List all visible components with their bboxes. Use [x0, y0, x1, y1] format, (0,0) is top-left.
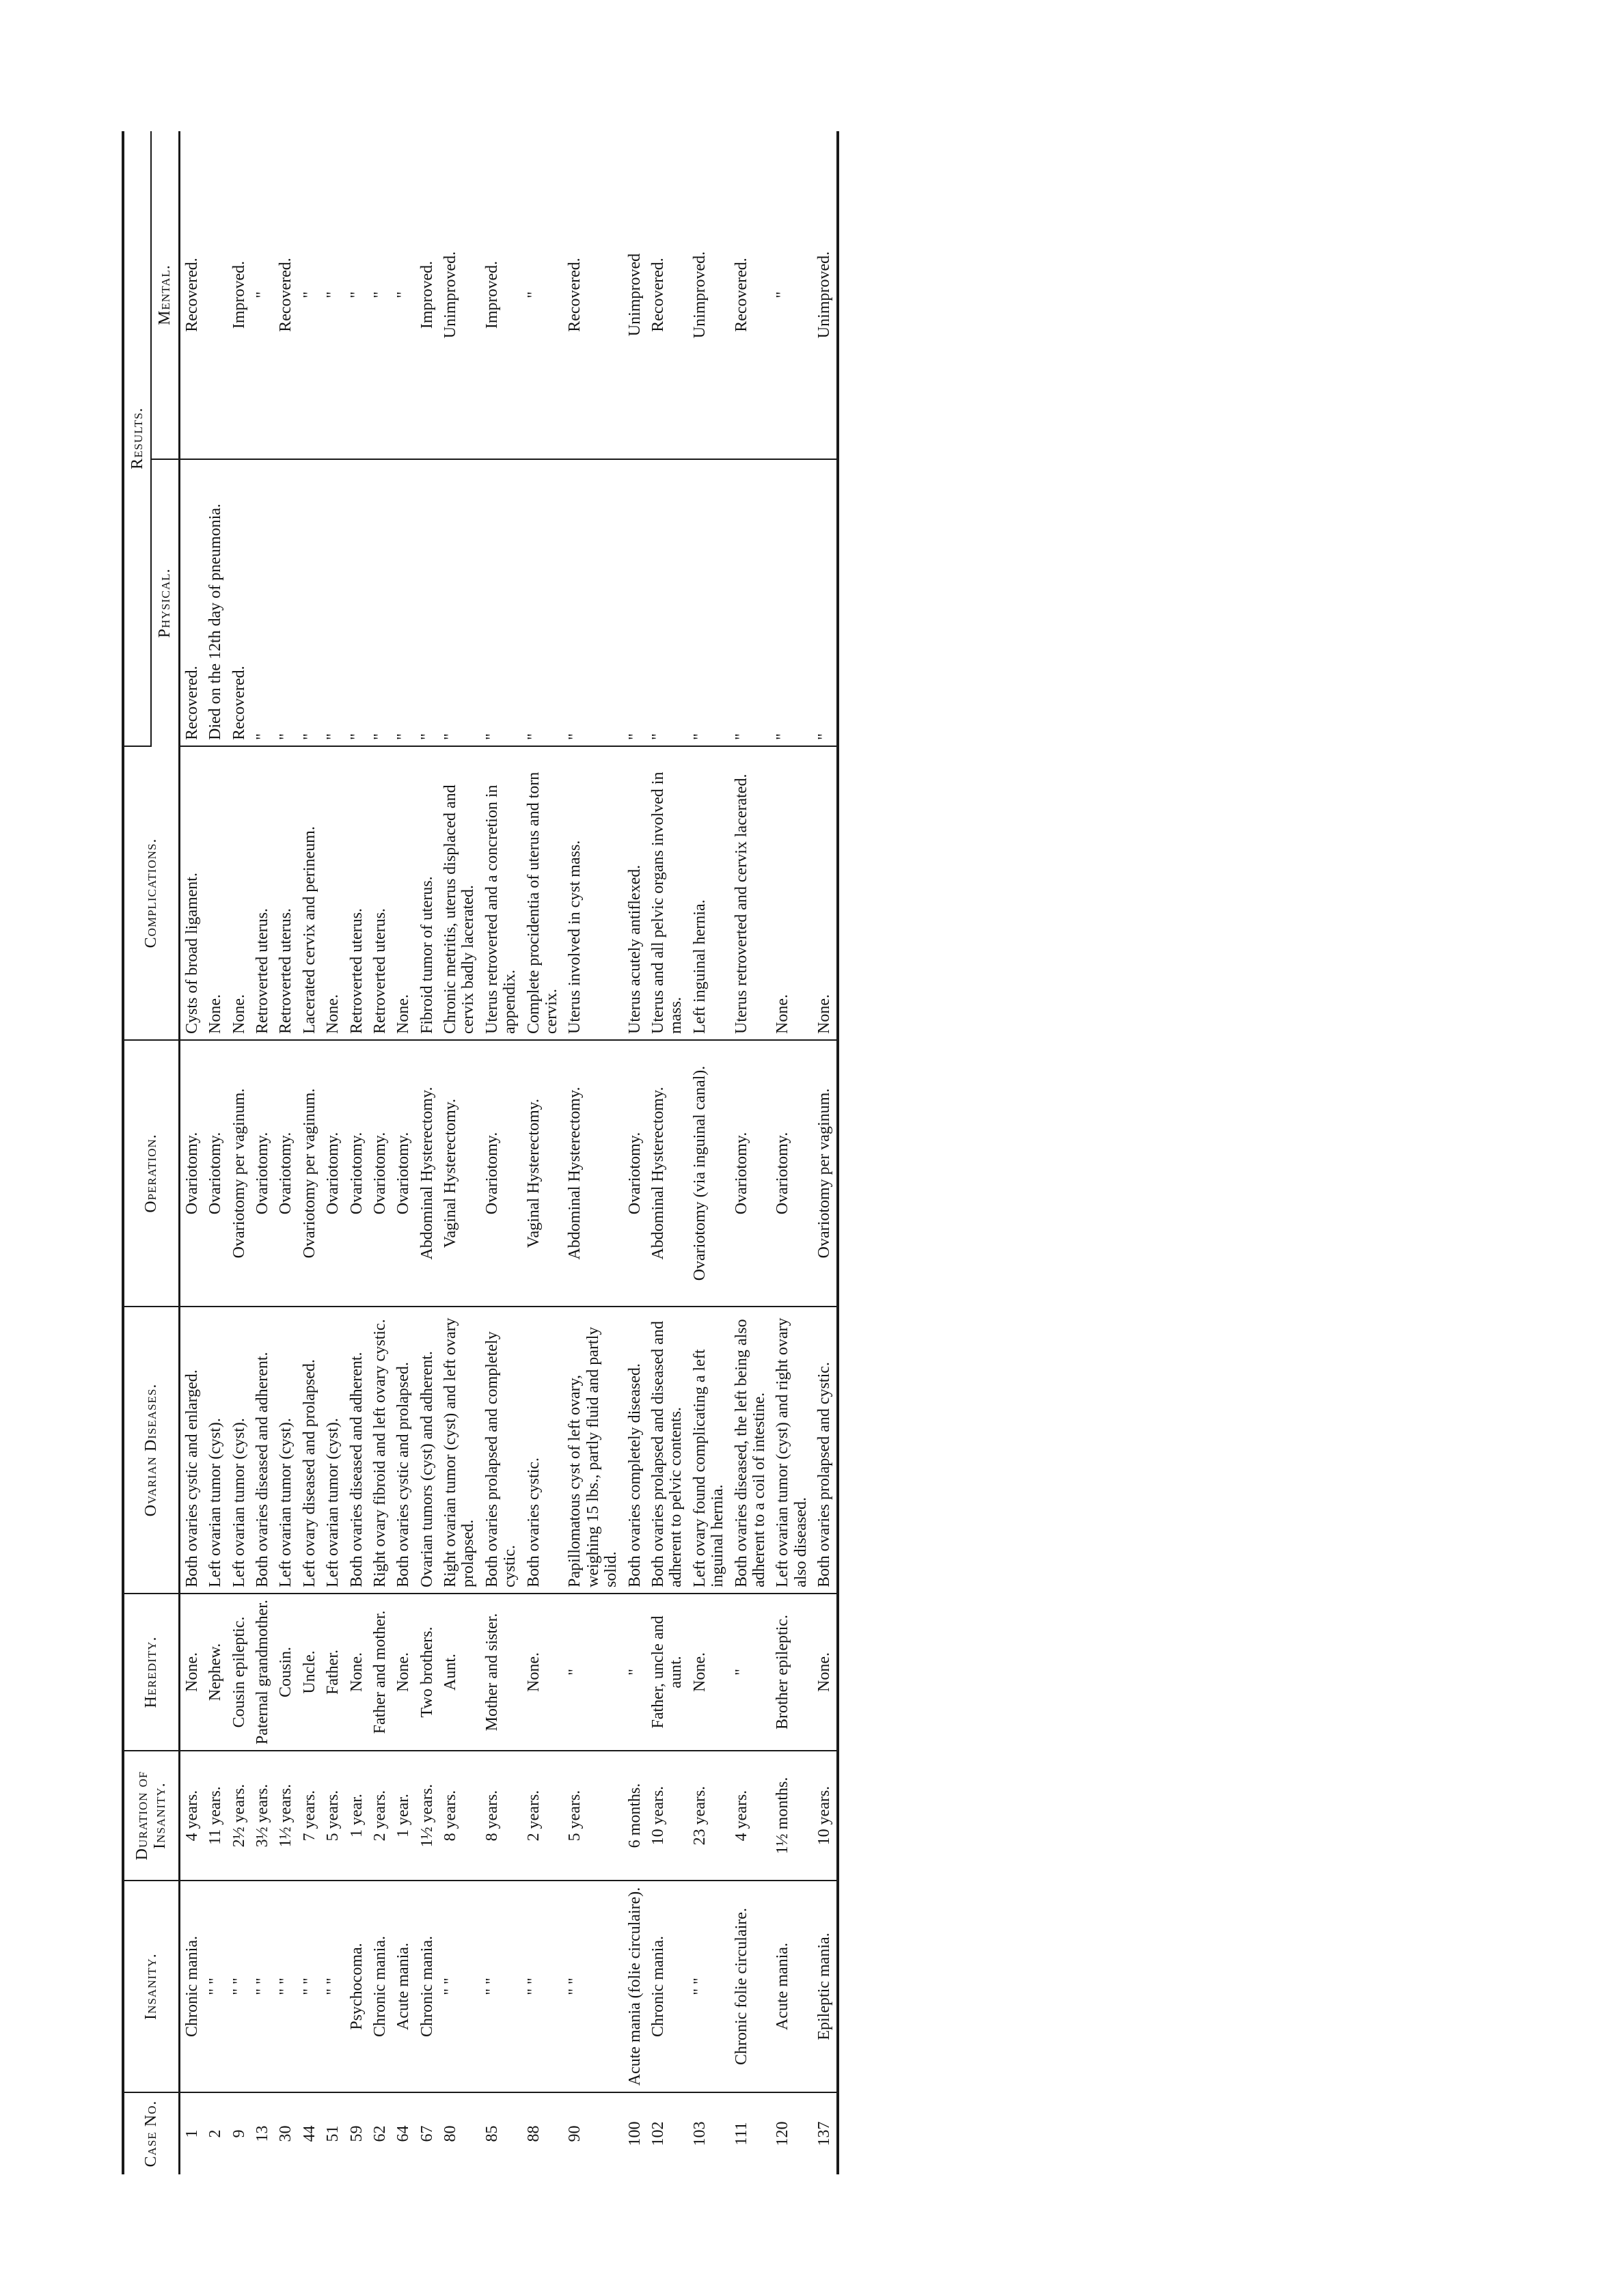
cell-insanity: Psychocoma.	[345, 1881, 368, 2092]
cell-case-no: 30	[277, 2125, 295, 2142]
cell-operation: Ovariotomy.	[274, 1040, 297, 1307]
cell-case-no: 1	[182, 2129, 201, 2138]
cell-operation: Abdominal Hysterectomy.	[415, 1040, 439, 1307]
cell-heredity: Father and mother.	[368, 1594, 392, 1751]
cell-physical: "	[646, 459, 688, 746]
cell-operation: Ovariotomy.	[480, 1040, 522, 1307]
cell-heredity: Paternal grandmother.	[251, 1594, 274, 1751]
cell-mental: "	[345, 131, 368, 459]
cell-duration: 8 years.	[480, 1751, 522, 1881]
cell-case-no: 100	[625, 2121, 644, 2146]
header-results: Results.	[123, 131, 151, 746]
cell-complications: Retroverted uterus.	[274, 746, 297, 1040]
cell-physical: "	[439, 459, 480, 746]
cell-physical: "	[368, 459, 392, 746]
cell-case-no: 90	[566, 2125, 584, 2142]
cell-complications: Complete procidentia of uterus and torn cervix.	[522, 746, 564, 1040]
cell-complications: None.	[771, 746, 813, 1040]
cell-mental: Unimproved	[623, 131, 646, 459]
cell-heredity: "	[563, 1594, 623, 1751]
cell-mental: "	[771, 131, 813, 459]
cell-ovarian-diseases: Papillomatous cyst of left ovary, weighing 15 lbs., partly fluid and partly solid.	[563, 1307, 623, 1594]
cell-physical: "	[730, 459, 772, 746]
cell-duration: 2½ years.	[228, 1751, 251, 1881]
cell-insanity: Chronic folie circulaire.	[730, 1881, 772, 2092]
cell-mental: Recovered.	[274, 131, 297, 459]
cell-case-no: 2	[206, 2129, 225, 2138]
cell-heredity: Nephew.	[204, 1594, 227, 1751]
cell-operation: Ovariotomy per vaginum.	[228, 1040, 251, 1307]
cell-complications: Uterus and all pelvic organs involved in mass.	[646, 746, 688, 1040]
cell-operation: Ovariotomy.	[623, 1040, 646, 1307]
cell-heredity: Two brothers.	[415, 1594, 439, 1751]
cell-operation: Ovariotomy per vaginum.	[813, 1040, 837, 1307]
cell-physical: "	[480, 459, 522, 746]
cell-duration: 7 years.	[298, 1751, 321, 1881]
cell-duration: 8 years.	[439, 1751, 480, 1881]
cell-duration: 1 year.	[392, 1751, 415, 1881]
cell-case-no: 120	[774, 2121, 792, 2146]
cell-ovarian-diseases: Left ovarian tumor (cyst).	[204, 1307, 227, 1594]
cell-heredity: None.	[688, 1594, 730, 1751]
cell-physical: "	[251, 459, 274, 746]
table-row	[439, 131, 480, 2174]
cell-duration: 5 years.	[563, 1751, 623, 1881]
table-row	[730, 131, 772, 2174]
rotated-table-container	[122, 131, 1379, 2174]
cell-complications: None.	[204, 746, 227, 1040]
cell-mental: "	[522, 131, 564, 459]
cell-heredity: Mother and sister.	[480, 1594, 522, 1751]
cell-ovarian-diseases: Both ovaries cystic.	[522, 1307, 564, 1594]
cell-physical: Recovered.	[228, 459, 251, 746]
case-table	[122, 131, 839, 2174]
cell-heredity: Uncle.	[298, 1594, 321, 1751]
cell-duration: 11 years.	[204, 1751, 227, 1881]
header-case-no: Case No.	[123, 2092, 179, 2174]
cell-case-no: 13	[253, 2125, 271, 2142]
cell-operation: Ovariotomy.	[251, 1040, 274, 1307]
header-physical: Physical.	[151, 459, 179, 746]
cell-case-no: 102	[649, 2121, 667, 2146]
cell-ovarian-diseases: Right ovarian tumor (cyst) and left ovary prolapsed.	[439, 1307, 480, 1594]
table-row	[251, 131, 274, 2174]
table-row	[623, 131, 646, 2174]
cell-insanity: " "	[251, 1881, 274, 2092]
table-row	[522, 131, 564, 2174]
table-row	[771, 131, 813, 2174]
table-row	[228, 131, 251, 2174]
cell-duration: 2 years.	[368, 1751, 392, 1881]
cell-case-no: 137	[813, 2092, 837, 2174]
header-duration: Duration of Insanity.	[123, 1751, 179, 1881]
table-row	[345, 131, 368, 2174]
cell-case-no: 51	[324, 2125, 342, 2142]
cell-insanity: Chronic mania.	[368, 1881, 392, 2092]
cell-case-no: 44	[300, 2125, 318, 2142]
cell-operation: Ovariotomy.	[392, 1040, 415, 1307]
cell-duration: 2 years.	[522, 1751, 564, 1881]
cell-heredity: None.	[522, 1594, 564, 1751]
cell-operation: Ovariotomy.	[321, 1040, 344, 1307]
cell-heredity: None.	[345, 1594, 368, 1751]
cell-operation: Ovariotomy.	[730, 1040, 772, 1307]
cell-case-no: 80	[441, 2125, 460, 2142]
cell-operation: Ovariotomy per vaginum.	[298, 1040, 321, 1307]
cell-ovarian-diseases: Both ovaries cystic and enlarged.	[179, 1307, 204, 1594]
cell-ovarian-diseases: Both ovaries prolapsed and diseased and adherent to pelvic contents.	[646, 1307, 688, 1594]
cell-physical: "	[771, 459, 813, 746]
cell-mental: Improved.	[228, 131, 251, 459]
cell-physical: "	[298, 459, 321, 746]
cell-ovarian-diseases: Both ovaries diseased and adherent.	[251, 1307, 274, 1594]
header-complications: Complications.	[123, 746, 179, 1040]
cell-operation: Ovariotomy.	[345, 1040, 368, 1307]
cell-duration: 1½ years.	[415, 1751, 439, 1881]
cell-ovarian-diseases: Both ovaries prolapsed and cystic.	[813, 1307, 837, 1594]
cell-case-no: 67	[418, 2125, 436, 2142]
table-row	[563, 131, 623, 2174]
cell-operation: Abdominal Hysterectomy.	[646, 1040, 688, 1307]
cell-ovarian-diseases: Ovarian tumors (cyst) and adherent.	[415, 1307, 439, 1594]
cell-heredity: "	[623, 1594, 646, 1751]
table-row	[813, 131, 837, 2174]
cell-complications: None.	[813, 746, 837, 1040]
cell-duration: 3½ years.	[251, 1751, 274, 1881]
cell-mental: "	[298, 131, 321, 459]
table-row	[321, 131, 344, 2174]
cell-ovarian-diseases: Left ovarian tumor (cyst).	[274, 1307, 297, 1594]
cell-operation: Ovariotomy.	[771, 1040, 813, 1307]
cell-mental: Recovered.	[646, 131, 688, 459]
cell-complications: Chronic metritis, uterus displaced and cervix badly lacerated.	[439, 746, 480, 1040]
cell-mental: Recovered.	[730, 131, 772, 459]
cell-complications: Retroverted uterus.	[251, 746, 274, 1040]
cell-duration: 4 years.	[730, 1751, 772, 1881]
cell-insanity: " "	[321, 1881, 344, 2092]
cell-ovarian-diseases: Left ovarian tumor (cyst).	[321, 1307, 344, 1594]
cell-physical: Died on the 12th day of pneumonia.	[204, 459, 227, 746]
cell-physical: "	[522, 459, 564, 746]
cell-case-no: 103	[690, 2121, 709, 2146]
cell-operation: Ovariotomy.	[179, 1040, 204, 1307]
cell-complications: Retroverted uterus.	[345, 746, 368, 1040]
cell-mental: Unimproved.	[688, 131, 730, 459]
cell-insanity: Acute mania (folie circulaire).	[623, 1881, 646, 2092]
cell-physical: "	[321, 459, 344, 746]
cell-mental	[204, 131, 227, 459]
cell-insanity: " "	[522, 1881, 564, 2092]
cell-insanity: Acute mania.	[392, 1881, 415, 2092]
cell-mental: Recovered.	[563, 131, 623, 459]
cell-case-no: 9	[230, 2129, 248, 2138]
header-heredity: Heredity.	[123, 1594, 179, 1751]
cell-complications: Retroverted uterus.	[368, 746, 392, 1040]
cell-duration: 1 year.	[345, 1751, 368, 1881]
cell-insanity: Chronic mania.	[646, 1881, 688, 2092]
table-row	[415, 131, 439, 2174]
cell-insanity: Chronic mania.	[415, 1881, 439, 2092]
cell-case-no: 59	[347, 2125, 366, 2142]
cell-complications: Cysts of broad ligament.	[179, 746, 204, 1040]
cell-duration: 10 years.	[813, 1751, 837, 1881]
header-operation: Operation.	[123, 1040, 179, 1307]
cell-physical: "	[688, 459, 730, 746]
cell-mental: Improved.	[480, 131, 522, 459]
cell-duration: 1½ years.	[274, 1751, 297, 1881]
cell-complications: None.	[321, 746, 344, 1040]
cell-duration: 1½ months.	[771, 1751, 813, 1881]
cell-complications: Fibroid tumor of uterus.	[415, 746, 439, 1040]
cell-operation: Vaginal Hysterectomy.	[439, 1040, 480, 1307]
cell-case-no: 64	[394, 2125, 413, 2142]
cell-heredity: None.	[813, 1594, 837, 1751]
cell-physical: "	[415, 459, 439, 746]
cell-complications: Uterus involved in cyst mass.	[563, 746, 623, 1040]
header-ovarian-diseases: Ovarian Diseases.	[123, 1307, 179, 1594]
cell-heredity: Aunt.	[439, 1594, 480, 1751]
cell-insanity: " "	[204, 1881, 227, 2092]
table-body	[179, 131, 837, 2174]
table-row	[274, 131, 297, 2174]
table-row	[204, 131, 227, 2174]
cell-mental: "	[251, 131, 274, 459]
cell-operation: Ovariotomy.	[204, 1040, 227, 1307]
cell-insanity: Epileptic mania.	[813, 1881, 837, 2092]
table-header	[123, 131, 179, 2174]
cell-mental: Improved.	[415, 131, 439, 459]
cell-complications: Left inguinal hernia.	[688, 746, 730, 1040]
cell-ovarian-diseases: Left ovarian tumor (cyst) and right ovary also diseased.	[771, 1307, 813, 1594]
cell-complications: None.	[228, 746, 251, 1040]
cell-complications: Uterus retroverted and cervix lacerated.	[730, 746, 772, 1040]
cell-case-no: 85	[482, 2125, 501, 2142]
cell-insanity: " "	[298, 1881, 321, 2092]
cell-ovarian-diseases: Both ovaries diseased, the left being also adherent to a coil of intestine.	[730, 1307, 772, 1594]
table-row	[392, 131, 415, 2174]
cell-heredity: Father, uncle and aunt.	[646, 1594, 688, 1751]
cell-heredity: "	[730, 1594, 772, 1751]
cell-mental: Unimproved.	[813, 131, 837, 459]
cell-physical: "	[392, 459, 415, 746]
cell-duration: 10 years.	[646, 1751, 688, 1881]
cell-insanity: Acute mania.	[771, 1881, 813, 2092]
cell-operation: Ovariotomy (via inguinal canal).	[688, 1040, 730, 1307]
cell-insanity: " "	[228, 1881, 251, 2092]
cell-ovarian-diseases: Both ovaries cystic and prolapsed.	[392, 1307, 415, 1594]
cell-heredity: Cousin epileptic.	[228, 1594, 251, 1751]
table-row	[298, 131, 321, 2174]
table-row	[179, 131, 204, 2174]
cell-case-no: 62	[370, 2125, 389, 2142]
cell-insanity: Chronic mania.	[179, 1881, 204, 2092]
cell-heredity: Brother epileptic.	[771, 1594, 813, 1751]
cell-operation: Abdominal Hysterectomy.	[563, 1040, 623, 1307]
cell-ovarian-diseases: Left ovary found complicating a left inguinal hernia.	[688, 1307, 730, 1594]
cell-insanity: " "	[688, 1881, 730, 2092]
cell-ovarian-diseases: Right ovary fibroid and left ovary cystic.	[368, 1307, 392, 1594]
cell-heredity: Cousin.	[274, 1594, 297, 1751]
cell-case-no: 88	[524, 2125, 543, 2142]
cell-complications: Uterus retroverted and a concretion in appendix.	[480, 746, 522, 1040]
cell-physical: "	[813, 459, 837, 746]
cell-duration: 6 months.	[623, 1751, 646, 1881]
cell-mental: "	[368, 131, 392, 459]
cell-physical: Recovered.	[179, 459, 204, 746]
cell-case-no: 111	[732, 2122, 750, 2146]
cell-heredity: Father.	[321, 1594, 344, 1751]
cell-ovarian-diseases: Both ovaries prolapsed and completely cystic.	[480, 1307, 522, 1594]
cell-mental: "	[392, 131, 415, 459]
cell-operation: Ovariotomy.	[368, 1040, 392, 1307]
cell-duration: 23 years.	[688, 1751, 730, 1881]
cell-operation: Vaginal Hysterectomy.	[522, 1040, 564, 1307]
cell-heredity: None.	[179, 1594, 204, 1751]
table-row	[368, 131, 392, 2174]
cell-mental: Recovered.	[179, 131, 204, 459]
header-mental: Mental.	[151, 131, 179, 459]
cell-complications: Lacerated cervix and perineum.	[298, 746, 321, 1040]
cell-mental: Unimproved.	[439, 131, 480, 459]
table-row	[480, 131, 522, 2174]
cell-duration: 4 years.	[179, 1751, 204, 1881]
cell-duration: 5 years.	[321, 1751, 344, 1881]
cell-mental: "	[321, 131, 344, 459]
cell-insanity: " "	[563, 1881, 623, 2092]
cell-complications: Uterus acutely antiflexed.	[623, 746, 646, 1040]
table-row	[688, 131, 730, 2174]
cell-insanity: " "	[480, 1881, 522, 2092]
cell-insanity: " "	[274, 1881, 297, 2092]
cell-insanity: " "	[439, 1881, 480, 2092]
cell-ovarian-diseases: Left ovary diseased and prolapsed.	[298, 1307, 321, 1594]
cell-ovarian-diseases: Both ovaries diseased and adherent.	[345, 1307, 368, 1594]
header-insanity: Insanity.	[123, 1881, 179, 2092]
cell-physical: "	[274, 459, 297, 746]
cell-complications: None.	[392, 746, 415, 1040]
cell-ovarian-diseases: Left ovarian tumor (cyst).	[228, 1307, 251, 1594]
cell-physical: "	[345, 459, 368, 746]
cell-physical: "	[623, 459, 646, 746]
table-row	[646, 131, 688, 2174]
cell-physical: "	[563, 459, 623, 746]
cell-heredity: None.	[392, 1594, 415, 1751]
cell-ovarian-diseases: Both ovaries completely diseased.	[623, 1307, 646, 1594]
